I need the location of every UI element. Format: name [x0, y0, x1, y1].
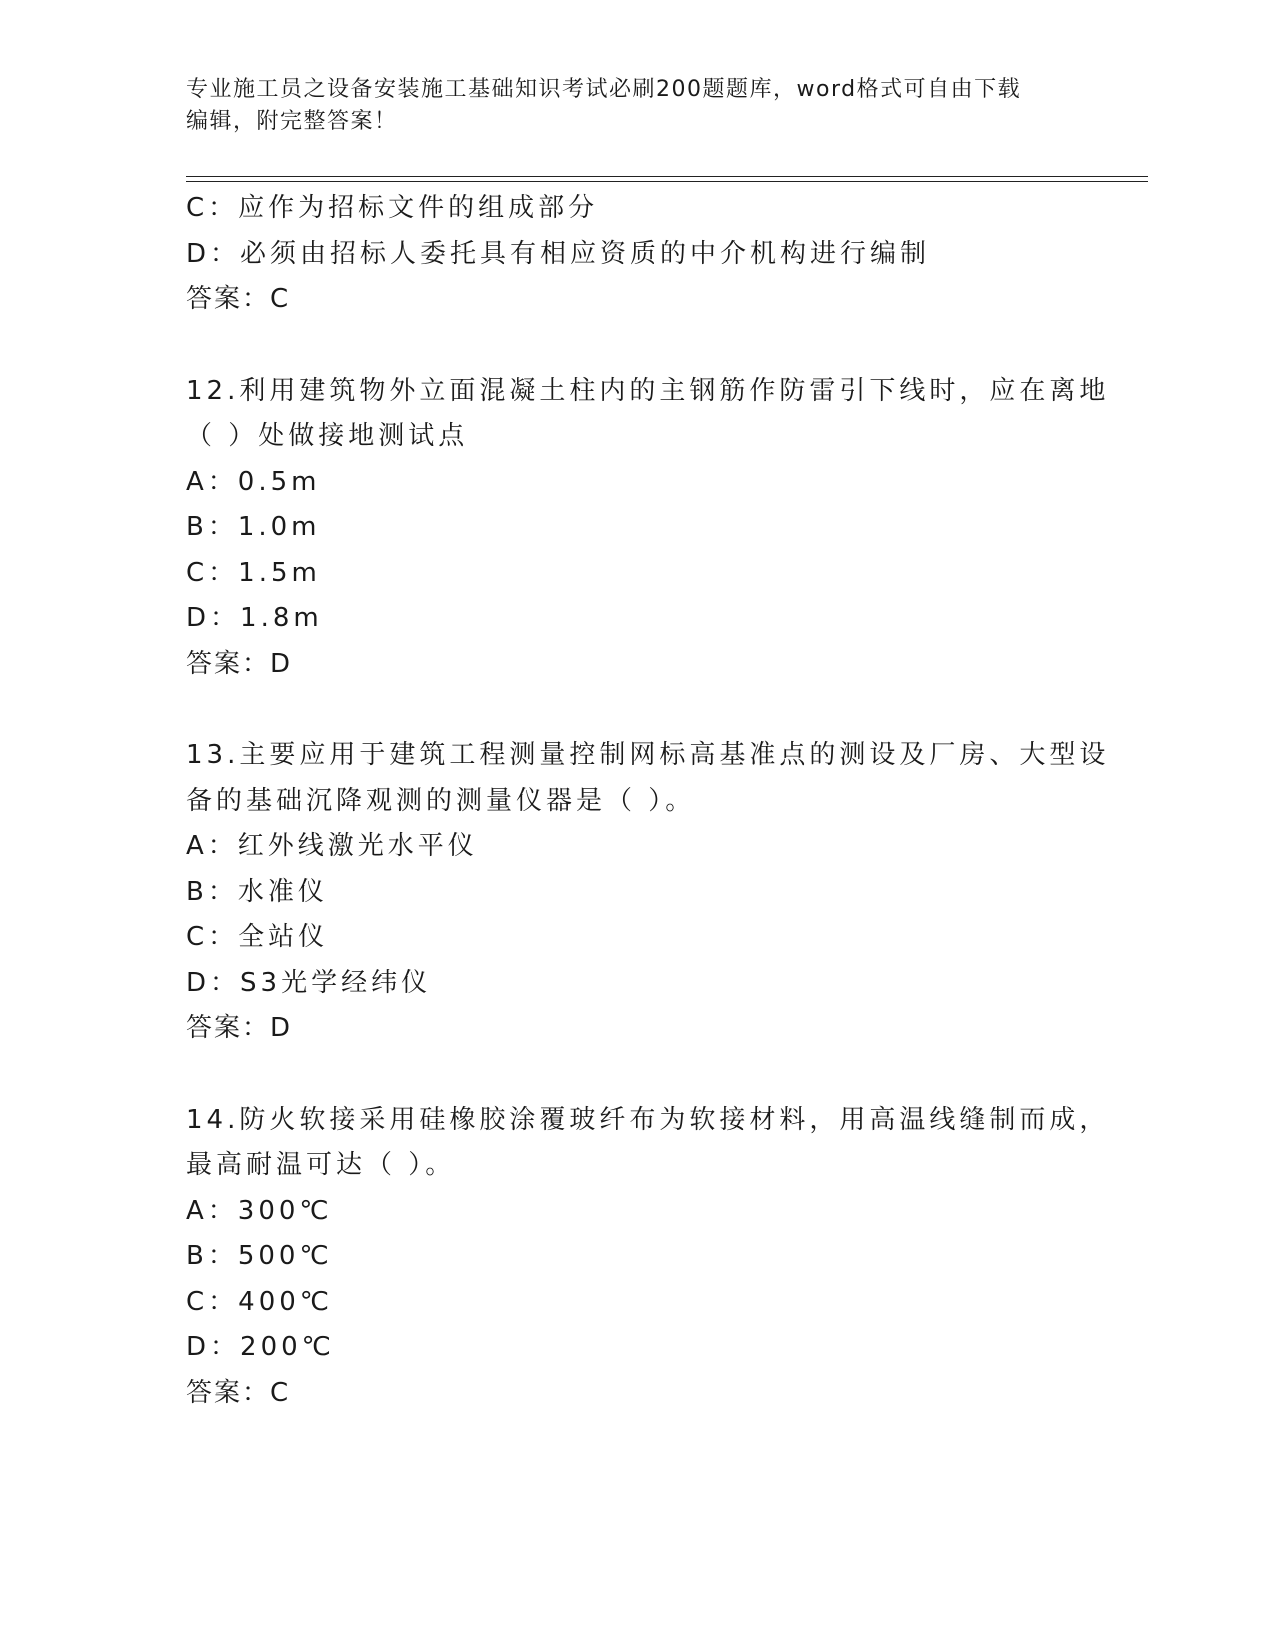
option-c: C：应作为招标文件的组成部分 [186, 193, 599, 223]
question-gap [186, 323, 1146, 369]
option-d: D：1.8m [186, 603, 323, 633]
answer-line: 答案：D [186, 1013, 293, 1043]
question-gap [186, 687, 1146, 733]
question-stem-line-1: 13.主要应用于建筑工程测量控制网标高基准点的测设及厂房、大型设 [186, 740, 1110, 770]
header-rule-top [186, 176, 1148, 177]
option-c: C：全站仪 [186, 922, 329, 952]
question-14 [186, 1098, 1146, 1417]
option-c: C：400℃ [186, 1286, 333, 1317]
option-b: B：1.0m [186, 512, 321, 542]
question-stem-line-1: 12.利用建筑物外立面混凝土柱内的主钢筋作防雷引下线时，应在离地 [186, 375, 1110, 406]
option-d: D：S3光学经纬仪 [186, 967, 432, 998]
header-rule-bottom [186, 181, 1148, 182]
question-stem-line-1: 14.防火软接采用硅橡胶涂覆玻纤布为软接材料，用高温线缝制而成， [186, 1104, 1110, 1135]
option-a: A：300℃ [186, 1195, 333, 1226]
question-stem-line-2: 最高耐温可达（ ）。 [186, 1150, 456, 1180]
option-a: A：红外线激光水平仪 [186, 831, 478, 861]
option-a: A：0.5m [186, 466, 321, 497]
answer-line: 答案：C [186, 1377, 291, 1408]
question-gap [186, 1052, 1146, 1098]
question-list [186, 186, 1146, 1416]
option-b: B：500℃ [186, 1241, 333, 1271]
question-stem-line-2: 备的基础沉降观测的测量仪器是（ ）。 [186, 785, 696, 816]
answer-line: 答案：C [186, 284, 291, 314]
question-stem-line-2: （ ）处做接地测试点 [186, 421, 469, 451]
previous-question-tail [186, 186, 1146, 323]
option-d: D：200℃ [186, 1332, 335, 1362]
answer-line: 答案：D [186, 648, 293, 679]
header-title-line-2: 编辑，附完整答案！ [186, 109, 398, 134]
document-header [186, 74, 1086, 138]
option-d: D：必须由招标人委托具有相应资质的中介机构进行编制 [186, 238, 931, 269]
option-c: C：1.5m [186, 557, 321, 588]
question-12 [186, 369, 1146, 688]
option-b: B：水准仪 [186, 876, 328, 907]
question-13 [186, 733, 1146, 1052]
header-title-line-1: 专业施工员之设备安装施工基础知识考试必刷200题题库，word格式可自由下载 [186, 77, 1022, 102]
